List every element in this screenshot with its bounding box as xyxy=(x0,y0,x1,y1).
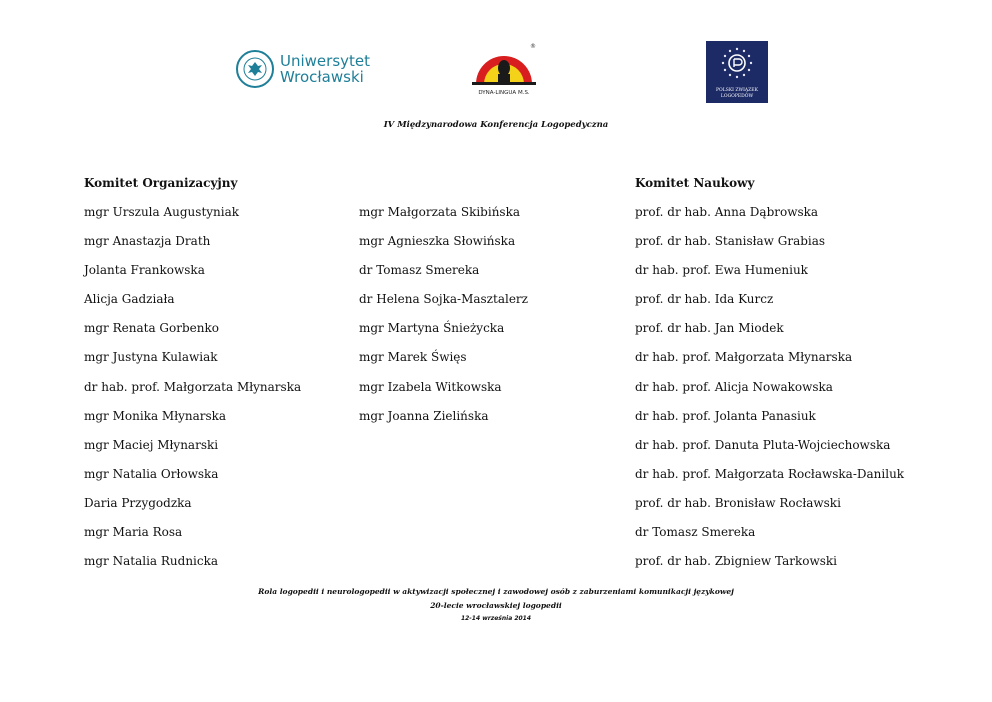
organizing-committee-heading: Komitet Organizacyjny xyxy=(84,176,238,190)
footer-anniversary: 20-lecie wrocławskiej logopedii xyxy=(430,601,562,610)
list-item: mgr Justyna Kulawiak xyxy=(84,350,218,365)
scientific-committee-list xyxy=(635,204,904,582)
list-item: mgr Izabela Witkowska xyxy=(359,379,502,394)
university-name-line1: Uniwersytet xyxy=(280,52,370,70)
list-item: mgr Urszula Augustyniak xyxy=(84,205,240,219)
list-item: prof. dr hab. Bronisław Rocławski xyxy=(635,495,841,510)
list-item: dr hab. prof. Ewa Humeniuk xyxy=(635,263,808,278)
list-item: prof. dr hab. Ida Kurcz xyxy=(635,292,774,307)
pzl-caption-line1: POLSKI ZWIĄZEK xyxy=(716,88,758,93)
conference-title: IV Międzynarodowa Konferencja Logopedyczna xyxy=(383,120,609,130)
scientific-committee-heading: Komitet Naukowy xyxy=(635,176,755,190)
list-item: dr hab. prof. Małgorzata Rocławska-Daniluk xyxy=(635,466,905,481)
logo-bar xyxy=(0,38,992,108)
list-item: dr Tomasz Smereka xyxy=(359,263,480,278)
list-item: mgr Martyna Śnieżycka xyxy=(359,321,505,336)
list-item: mgr Natalia Orłowska xyxy=(84,466,219,481)
list-item: prof. dr hab. Jan Miodek xyxy=(635,321,784,336)
university-seal-icon xyxy=(236,50,274,88)
list-item: mgr Natalia Rudnicka xyxy=(84,554,219,569)
university-name xyxy=(280,53,370,85)
list-item: mgr Marek Święs xyxy=(359,350,467,365)
university-logo xyxy=(236,50,370,88)
footer-theme: Rola logopedii i neurologopedii w aktywizacji społecznej i zawodowej osób z zaburzeniami komunikacji językowej xyxy=(258,587,734,596)
list-item: Jolanta Frankowska xyxy=(84,263,205,278)
list-item: dr hab. prof. Alicja Nowakowska xyxy=(635,379,833,394)
polish-speech-therapists-logo xyxy=(706,41,768,103)
list-item: mgr Anastazja Drath xyxy=(84,234,211,249)
organizing-committee-list-col2 xyxy=(359,204,528,437)
university-name-line2: Wrocławski xyxy=(280,68,364,86)
list-item: mgr Maria Rosa xyxy=(84,525,183,540)
list-item: prof. dr hab. Anna Dąbrowska xyxy=(635,205,819,219)
pzl-caption xyxy=(706,88,768,99)
pzl-caption-line2: LOGOPEDÓW xyxy=(720,93,754,99)
list-item: prof. dr hab. Zbigniew Tarkowski xyxy=(635,554,838,569)
dyna-lingua-logo xyxy=(468,38,540,100)
list-item: mgr Maciej Młynarski xyxy=(84,437,219,452)
list-item: mgr Renata Gorbenko xyxy=(84,321,219,336)
dyna-lingua-emblem-icon xyxy=(468,38,540,90)
dyna-lingua-caption: DYNA-LINGUA M.S. xyxy=(478,90,530,96)
list-item: Daria Przygodzka xyxy=(84,495,192,510)
footer-dates: 12-14 września 2014 xyxy=(460,615,532,622)
list-item: dr hab. prof. Danuta Pluta-Wojciechowska xyxy=(635,437,891,452)
list-item: mgr Agnieszka Słowińska xyxy=(359,234,516,249)
list-item: mgr Monika Młynarska xyxy=(84,408,227,423)
organizing-committee-list-col1 xyxy=(84,204,301,582)
list-item: mgr Małgorzata Skibińska xyxy=(359,205,521,219)
registered-mark: ® xyxy=(530,43,536,50)
list-item: dr hab. prof. Małgorzata Młynarska xyxy=(84,379,302,394)
list-item: dr Tomasz Smereka xyxy=(635,525,756,540)
list-item: dr Helena Sojka-Masztalerz xyxy=(359,292,528,307)
stars-circle-icon xyxy=(706,41,768,85)
list-item: prof. dr hab. Stanisław Grabias xyxy=(635,234,826,249)
list-item: dr hab. prof. Jolanta Panasiuk xyxy=(635,408,816,423)
list-item: mgr Joanna Zielińska xyxy=(359,408,489,423)
list-item: Alicja Gadziała xyxy=(84,292,175,307)
list-item: dr hab. prof. Małgorzata Młynarska xyxy=(635,350,853,365)
